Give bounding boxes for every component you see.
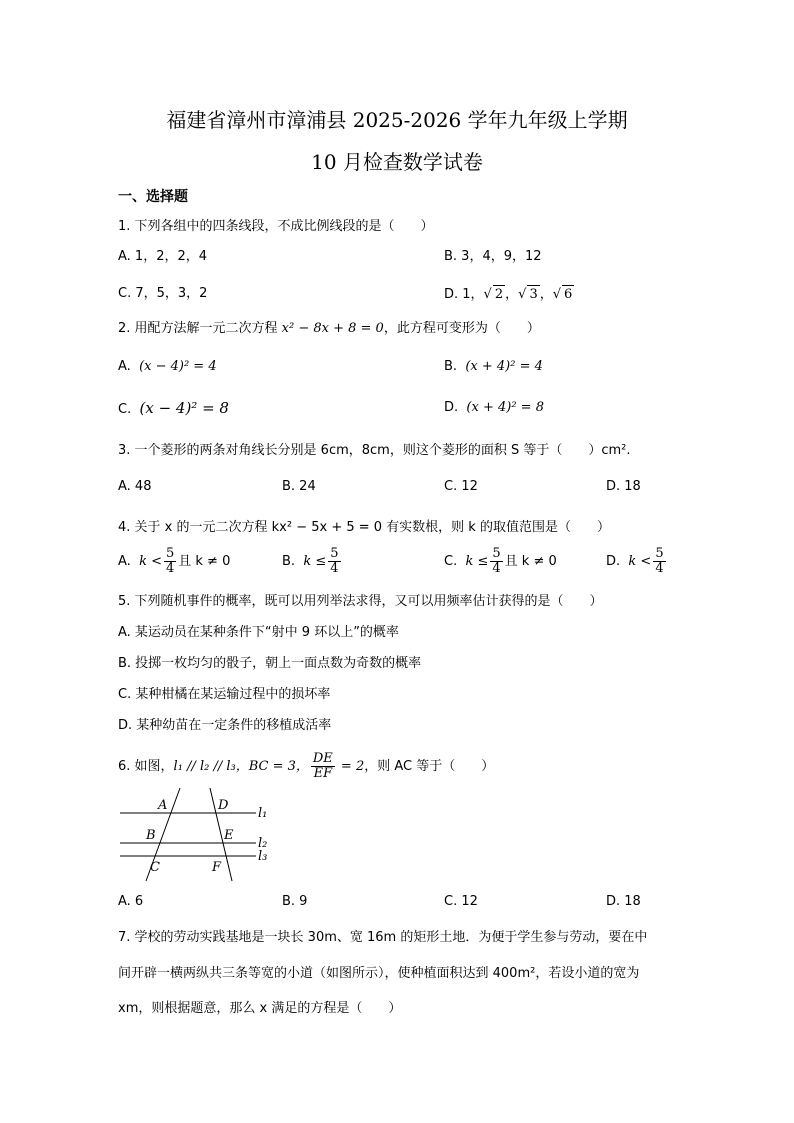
q4-option-c [444,547,557,576]
q4-a-num: 5 [165,546,175,561]
q4-b-rel: k ≤ [303,554,327,569]
q2-stem-post: ，此方程可变形为（ ） [383,321,540,336]
question-6-stem [118,752,494,781]
section-heading: 一、选择题 [118,189,188,205]
question-3-stem: 3. 一个菱形的两条对角线长分别是 6cm，8cm，则这个菱形的面积 S 等于（ ）cm². [118,443,631,458]
question-2-stem [118,320,540,338]
q4-option-a [118,547,230,576]
q4-d-label: D. [606,554,621,569]
question-7-line1: 7. 学校的劳动实践基地是一块长 30m、宽 16m 的矩形土地．为便于学生参与劳动，要在中 [118,930,648,945]
q5-option-d: D. 某种幼苗在一定条件的移植成活率 [118,718,332,733]
point-e: E [224,828,234,843]
point-b: B [146,828,156,843]
q2-d-label: D. [444,400,459,415]
q6-pre: 6. 如图， [118,759,174,774]
q3-option-d: D. 18 [606,479,641,494]
q6-option-b: B. 9 [282,894,308,909]
q2-option-d [444,399,544,417]
q4-c-den: 4 [492,561,501,576]
q2-option-c [118,399,229,419]
q4-a-den: 4 [165,561,175,576]
q4-d-den: 4 [655,561,664,576]
q4-a-label: A. [118,554,131,569]
q4-d-rel: k < [628,554,652,569]
q4-c-label: C. [444,554,458,569]
q6-parallel-lines: l₁ // l₂ // l₃ [173,759,236,774]
q4-option-d [606,547,668,576]
q2-b-expr: (x + 4)² = 4 [465,359,543,374]
q1-option-d-prefix: D. 1， [444,287,484,302]
q2-option-b [444,358,543,376]
q6-bc: ，BC = 3， [235,759,309,774]
q6-frac-num: DE [312,751,333,766]
q2-b-label: B. [444,359,458,374]
q4-a-rel: k < [139,554,162,569]
q4-b-num: 5 [330,546,339,561]
q4-c-rel: k ≤ [465,554,489,569]
q2-d-expr: (x + 4)² = 8 [466,400,544,415]
q1-root-3: 3 [529,287,538,302]
q2-equation: x² − 8x + 8 = 0 [281,321,384,336]
q4-b-den: 4 [330,561,339,576]
q2-a-expr: (x − 4)² = 4 [139,359,217,374]
question-4-stem: 4. 关于 x 的一元二次方程 kx² − 5x + 5 = 0 有实数根，则 k 的取值范围是（ ） [118,520,610,535]
label-l3: l₃ [258,849,268,864]
point-c: C [150,860,160,875]
exam-title-line2: 10 月检查数学试卷 [311,150,483,174]
q3-option-a: A. 48 [118,479,152,494]
q6-eq: = 2 [336,759,365,774]
q6-option-a: A. 6 [118,894,144,909]
q4-c-post: 且 k ≠ 0 [504,554,557,569]
q6-figure [118,786,278,886]
q1-option-c: C. 7，5，3，2 [118,286,208,301]
q6-option-d: D. 18 [606,894,641,909]
q4-a-post: 且 k ≠ 0 [178,554,231,569]
q6-post: ，则 AC 等于（ ） [364,759,495,774]
q2-c-label: C. [118,402,132,417]
q3-option-c: C. 12 [444,479,478,494]
question-7-line3: xm，则根据题意，那么 x 满足的方程是（ ） [118,1001,402,1016]
q2-c-expr: (x − 4)² = 8 [139,399,229,417]
question-5-stem: 5. 下列随机事件的概率，既可以用列举法求得，又可以用频率估计获得的是（ ） [118,594,603,609]
exam-title-line1: 福建省漳州市漳浦县 2025-2026 学年九年级上学期 [166,108,628,132]
point-d: D [218,798,229,813]
q4-option-b [282,547,343,576]
q2-a-label: A. [118,359,131,374]
question-1-stem: 1. 下列各组中的四条线段，不成比例线段的是（ ） [118,219,434,234]
q4-c-num: 5 [492,546,501,561]
q4-d-num: 5 [655,546,664,561]
q2-option-a [118,358,217,376]
q1-root-2: 2 [494,287,504,302]
q6-option-c: C. 12 [444,894,478,909]
q1-root-6: 6 [564,287,573,302]
q1-option-d: D. 1，√ 2 ，√ 3 ，√ 6 [444,287,573,302]
label-l1: l₁ [258,806,268,821]
q6-frac-den: EF [313,766,333,781]
question-7-line2: 间开辟一横两纵共三条等宽的小道（如图所示），使种植面积达到 400m²，若设小道的宽为 [118,966,640,981]
q1-option-a: A. 1，2，2，4 [118,249,208,264]
q5-option-c: C. 某种柑橘在某运输过程中的损坏率 [118,687,331,702]
q5-option-b: B. 投掷一枚均匀的骰子，朝上一面点数为奇数的概率 [118,656,422,671]
point-a: A [158,798,168,813]
q5-option-a: A. 某运动员在某种条件下“射中 9 环以上”的概率 [118,625,399,640]
q3-option-b: B. 24 [282,479,316,494]
point-f: F [212,860,222,875]
label-l2: l₂ [258,836,268,851]
q1-option-b: B. 3，4，9，12 [444,249,542,264]
q2-stem-pre: 2. 用配方法解一元二次方程 [118,321,282,336]
q4-b-label: B. [282,554,296,569]
